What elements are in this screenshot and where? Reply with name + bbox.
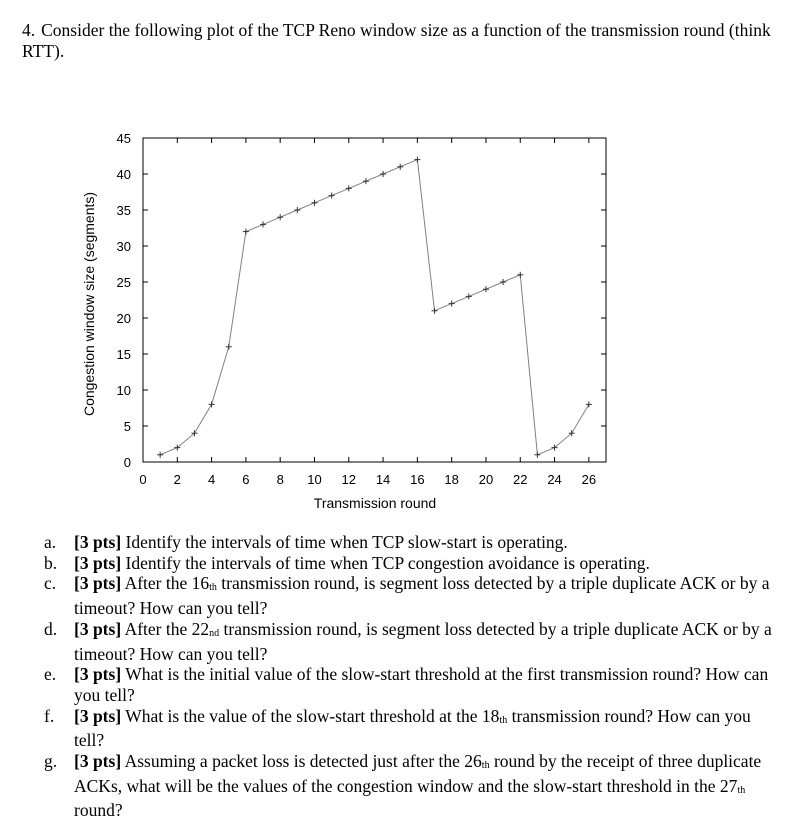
points-label: [3 pts] <box>74 573 122 594</box>
sub-question-letter: a. <box>44 532 57 552</box>
data-point <box>500 279 506 285</box>
y-tick-label: 15 <box>116 347 131 362</box>
sub-question-text: transmission round, is segment loss detected by a triple duplicate ACK or by a timeout? How can you tell? <box>74 618 772 664</box>
x-tick-label: 14 <box>375 472 391 487</box>
x-tick-label: 8 <box>276 472 284 487</box>
points-label: [3 pts] <box>74 751 122 772</box>
points-label: [3 pts] <box>74 552 122 573</box>
y-tick-label: 5 <box>123 419 131 434</box>
ordinal-suffix: nd <box>209 627 220 639</box>
data-point <box>414 157 420 163</box>
series-line <box>160 160 589 455</box>
sub-question-letter: c. <box>44 573 57 594</box>
data-point <box>466 293 472 299</box>
x-tick-label: 2 <box>173 472 181 487</box>
data-point <box>397 164 403 170</box>
ordinal-suffix: th <box>209 582 217 594</box>
sub-question-text: transmission round? How can you tell? <box>74 705 751 751</box>
data-point <box>209 401 215 407</box>
x-tick-label: 22 <box>513 472 528 487</box>
data-point <box>277 214 283 220</box>
sub-question-text: Identify the intervals of time when TCP slow-start is operating. <box>125 532 568 552</box>
x-tick-label: 12 <box>341 472 357 487</box>
data-point <box>380 171 386 177</box>
data-point <box>294 207 300 213</box>
y-tick-label: 30 <box>116 239 131 254</box>
y-tick-label: 10 <box>116 383 131 398</box>
x-tick-label: 6 <box>242 472 250 487</box>
sub-question-letter: e. <box>44 664 57 685</box>
sub-question-letter: d. <box>44 618 58 639</box>
sub-question-text: What is the initial value of the slow-start threshold at the first transmission round? How can you tell? <box>74 664 769 705</box>
x-tick-label: 24 <box>547 472 562 487</box>
points-label: [3 pts] <box>74 532 122 552</box>
sub-question-text: After the 22 <box>124 618 210 639</box>
ordinal-suffix: th <box>737 784 746 796</box>
sub-question-text: What is the value of the slow-start threshold at the 18 <box>125 705 500 726</box>
sub-question-text: transmission round, is segment loss detected by a triple duplicate ACK or by a timeout? How can you tell? <box>74 573 770 619</box>
sub-question-text: After the 16 <box>124 573 210 594</box>
data-point <box>260 221 266 227</box>
y-tick-label: 20 <box>116 311 131 326</box>
x-axis-label: Transmission round <box>313 495 437 511</box>
x-tick-label: 10 <box>307 472 322 487</box>
sub-question <box>44 573 784 618</box>
points-label: [3 pts] <box>74 618 122 639</box>
sub-question-text: round by the receipt of three duplicate ACKs, what will be the values of the congestion window and the slow-start threshold in the 27 <box>74 751 762 796</box>
sub-question <box>44 619 784 664</box>
ordinal-suffix: th <box>499 714 508 726</box>
data-point <box>363 178 369 184</box>
data-point <box>329 193 335 199</box>
data-point <box>534 452 540 458</box>
data-point <box>226 344 232 350</box>
x-tick-label: 26 <box>581 472 597 487</box>
sub-question-letter: g. <box>44 751 58 772</box>
y-tick-label: 35 <box>116 203 131 218</box>
ordinal-suffix: th <box>481 760 490 772</box>
data-point <box>483 286 489 292</box>
sub-question-text: Assuming a packet loss is detected just after the 26 <box>124 751 482 772</box>
data-point <box>517 272 523 278</box>
points-label: [3 pts] <box>74 705 122 726</box>
data-point <box>586 401 592 407</box>
y-axis <box>117 131 606 470</box>
sub-question <box>44 553 784 574</box>
y-tick-label: 40 <box>116 167 131 182</box>
sub-question-letter: f. <box>44 705 55 726</box>
data-point <box>311 200 317 206</box>
y-axis-label: Congestion window size (segments) <box>81 191 97 417</box>
data-point <box>243 229 249 235</box>
points-label: [3 pts] <box>74 664 122 685</box>
data-point <box>346 185 352 191</box>
x-tick-label: 16 <box>410 472 425 487</box>
sub-question-letter: b. <box>44 552 58 573</box>
plot-frame <box>143 138 606 462</box>
sub-question <box>44 751 784 821</box>
x-tick-label: 4 <box>207 472 216 487</box>
sub-question-text: round? <box>74 800 123 821</box>
y-tick-label: 25 <box>116 275 131 290</box>
x-axis <box>139 138 596 487</box>
data-point <box>157 452 163 458</box>
x-tick-label: 0 <box>139 472 147 487</box>
sub-question <box>44 532 784 553</box>
sub-question <box>44 706 784 751</box>
question-text: Consider the following plot of the TCP Reno window size as a function of the transmission round (think RTT). <box>22 20 771 61</box>
sub-questions <box>44 532 784 821</box>
series-markers <box>157 157 592 458</box>
plot-border <box>143 138 606 462</box>
x-tick-label: 18 <box>444 472 459 487</box>
y-tick-label: 0 <box>123 455 131 470</box>
sub-question <box>44 664 784 705</box>
sub-question-text: Identify the intervals of time when TCP congestion avoidance is operating. <box>125 552 650 573</box>
data-point <box>432 308 438 314</box>
x-tick-label: 20 <box>478 472 494 487</box>
y-tick-label: 45 <box>116 131 131 146</box>
question-number: 4. <box>22 20 36 40</box>
data-point <box>449 301 455 307</box>
